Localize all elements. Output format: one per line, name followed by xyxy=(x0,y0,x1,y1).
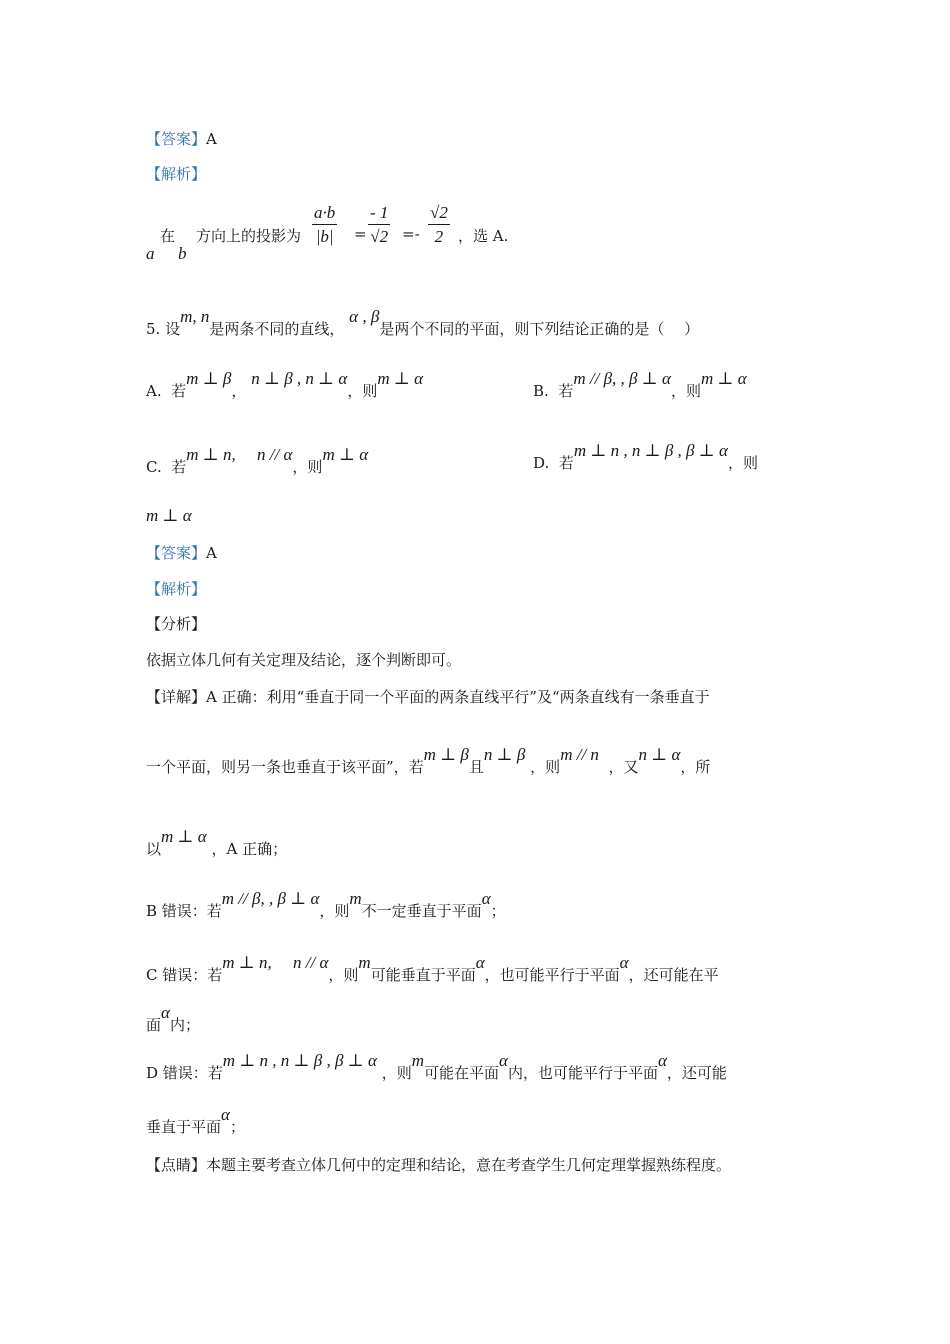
detail-line-2 xyxy=(146,745,711,777)
answer-line-2 xyxy=(146,542,217,563)
option-a-comma: ， xyxy=(231,382,247,400)
detail-d2-a: 垂直于平面 xyxy=(146,1118,222,1136)
dianjing-tag: 【点睛】 xyxy=(146,1156,207,1174)
detail-d-c: 可能在平面 xyxy=(423,1064,499,1082)
detail-line-3 xyxy=(146,827,288,859)
option-a xyxy=(146,369,424,401)
option-b-res: m ⊥ α xyxy=(700,369,747,388)
detail-d-line xyxy=(146,1051,727,1083)
option-c-res: m ⊥ α xyxy=(322,445,369,464)
detail-b-a: B 错误：若 xyxy=(146,902,222,920)
detail-d-m3: α xyxy=(499,1051,508,1070)
analysis-tag: 【解析】 xyxy=(146,165,207,183)
math-mn: m, n xyxy=(180,307,210,326)
option-b xyxy=(533,369,747,401)
detail-l3-b: ，A 正确； xyxy=(211,840,288,858)
option-a-c1: m ⊥ β xyxy=(186,369,232,388)
stem-end: 是两个不同的平面，则下列结论正确的是（ ） xyxy=(379,320,700,338)
answer-value-2: A xyxy=(206,544,217,562)
answer-tag-2: 【答案】 xyxy=(146,544,207,562)
fraction-3-num: √2 xyxy=(428,202,450,225)
option-c-then: ，则 xyxy=(292,458,323,476)
detail-c2-b: 内； xyxy=(169,1016,200,1034)
detail-l1: A 正确：利用“垂直于同一个平面的两条直线平行”及“两条直线有一条垂直于 xyxy=(206,688,710,706)
detail-b-c: 不一定垂直于平面 xyxy=(361,902,482,920)
detail-c-m3: α xyxy=(475,953,485,972)
choose-a: ，选 A. xyxy=(458,227,509,245)
detail-d2-m: α xyxy=(221,1105,230,1124)
detail-c2-a: 面 xyxy=(146,1016,162,1034)
fraction-1 xyxy=(312,202,337,249)
detail-l3-m: m ⊥ α xyxy=(161,827,207,846)
detail-l2-a: 一个平面，则另一条也垂直于该平面”，若 xyxy=(146,758,424,776)
stem-mid: 是两条不同的直线， xyxy=(209,320,345,338)
option-c-label: C. xyxy=(146,458,162,476)
detail-b-line xyxy=(146,889,506,921)
equals: = xyxy=(354,225,367,243)
detail-c-line-2 xyxy=(146,1003,200,1035)
detail-l2-e: ，所 xyxy=(680,758,711,776)
detail-b-m3: α xyxy=(481,889,491,908)
detail-c-e: ，还可能在平 xyxy=(628,966,719,984)
detail-d-m4: α xyxy=(657,1051,667,1070)
detail-l2-m2: n ⊥ β xyxy=(483,745,526,764)
answer-value: A xyxy=(206,130,217,148)
detail-l2-m4: n ⊥ α xyxy=(638,745,681,764)
detail-l2-m3: m // n xyxy=(560,745,599,764)
fraction-3 xyxy=(428,202,450,249)
option-d-res: m ⊥ α xyxy=(146,506,192,525)
option-c-ruo: 若 xyxy=(171,458,187,476)
option-b-then: ，则 xyxy=(670,382,701,400)
option-a-then: ，则 xyxy=(347,382,378,400)
detail-b-m2: m xyxy=(349,889,362,908)
detail-c-c: 可能垂直于平面 xyxy=(370,966,476,984)
math-alpha-beta: α , β xyxy=(349,307,380,326)
detail-c-d: ，也可能平行于平面 xyxy=(484,966,620,984)
detail-c-m4: α xyxy=(619,953,629,972)
detail-d-m2: m xyxy=(411,1051,424,1070)
option-b-ruo: 若 xyxy=(558,382,574,400)
fenxi-tag: 【分析】 xyxy=(146,615,207,633)
option-d-label: D. xyxy=(533,454,550,472)
fraction-3-den: 2 xyxy=(434,227,444,246)
option-c-c1: m ⊥ n, n // α xyxy=(186,445,293,464)
detail-l2-m1: m ⊥ β xyxy=(423,745,469,764)
detail-l3-a: 以 xyxy=(146,840,162,858)
detail-c-a: C 错误：若 xyxy=(146,966,223,984)
detail-l2-d: ，又 xyxy=(608,758,639,776)
fraction-1-den: |b| xyxy=(315,227,334,246)
option-d-c1: m ⊥ n , n ⊥ β , β ⊥ α xyxy=(573,441,728,460)
analysis-tag-2: 【解析】 xyxy=(146,580,207,598)
equals-minus: =- xyxy=(402,225,420,243)
option-a-res: m ⊥ α xyxy=(377,369,424,388)
option-a-c2: n ⊥ β , n ⊥ α xyxy=(251,369,348,388)
option-b-c1: m // β, , β ⊥ α xyxy=(573,369,671,388)
detail-c2-m: α xyxy=(161,1003,170,1022)
fraction-2-num: - 1 xyxy=(368,202,390,225)
fenxi-text: 依据立体几何有关定理及结论，逐个判断即可。 xyxy=(146,651,462,669)
detail-d-b: ，则 xyxy=(381,1064,412,1082)
fraction-1-num: a·b xyxy=(312,202,337,225)
detail-d-e: ，还可能 xyxy=(666,1064,727,1082)
zai-text: 在 xyxy=(160,227,176,245)
detail-c-line xyxy=(146,953,719,985)
detail-d-line-2 xyxy=(146,1105,245,1137)
option-d-ruo: 若 xyxy=(558,454,574,472)
answer-line-1 xyxy=(146,128,217,149)
dianjing-text: 本题主要考查立体几何中的定理和结论，意在考查学生几何定理掌握熟练程度。 xyxy=(206,1156,732,1174)
detail-line-1 xyxy=(146,686,710,707)
detail-l2-b: 且 xyxy=(468,758,484,776)
detail-c-b: ，则 xyxy=(328,966,359,984)
detail-c-m1: m ⊥ n, n // α xyxy=(222,953,329,972)
detail-d-d: 内，也可能平行于平面 xyxy=(507,1064,658,1082)
option-a-ruo: 若 xyxy=(171,382,187,400)
detail-l2-c: ，则 xyxy=(530,758,561,776)
stem-prefix: 5. 设 xyxy=(146,320,181,338)
option-b-label: B. xyxy=(533,382,549,400)
vector-b: b xyxy=(178,244,187,263)
question-5-stem xyxy=(146,307,700,339)
detail-b-b: ，则 xyxy=(319,902,350,920)
option-c xyxy=(146,445,369,477)
option-d-then: ，则 xyxy=(727,454,758,472)
projection-text: 方向上的投影为 xyxy=(196,227,302,245)
detail-b-m1: m // β, , β ⊥ α xyxy=(221,889,320,908)
option-d xyxy=(533,441,758,473)
fraction-2 xyxy=(368,202,390,249)
detail-d-m1: m ⊥ n , n ⊥ β , β ⊥ α xyxy=(222,1051,377,1070)
option-a-label: A. xyxy=(146,382,162,400)
detail-d-a: D 错误：若 xyxy=(146,1064,223,1082)
detail-tag: 【详解】 xyxy=(146,688,207,706)
vector-a: a xyxy=(146,244,155,263)
detail-b-d: ； xyxy=(490,902,506,920)
detail-d2-b: ； xyxy=(229,1118,245,1136)
detail-c-m2: m xyxy=(358,953,371,972)
fraction-2-den: √2 xyxy=(370,227,389,246)
dianjing-line xyxy=(146,1154,731,1175)
answer-tag: 【答案】 xyxy=(146,130,207,148)
